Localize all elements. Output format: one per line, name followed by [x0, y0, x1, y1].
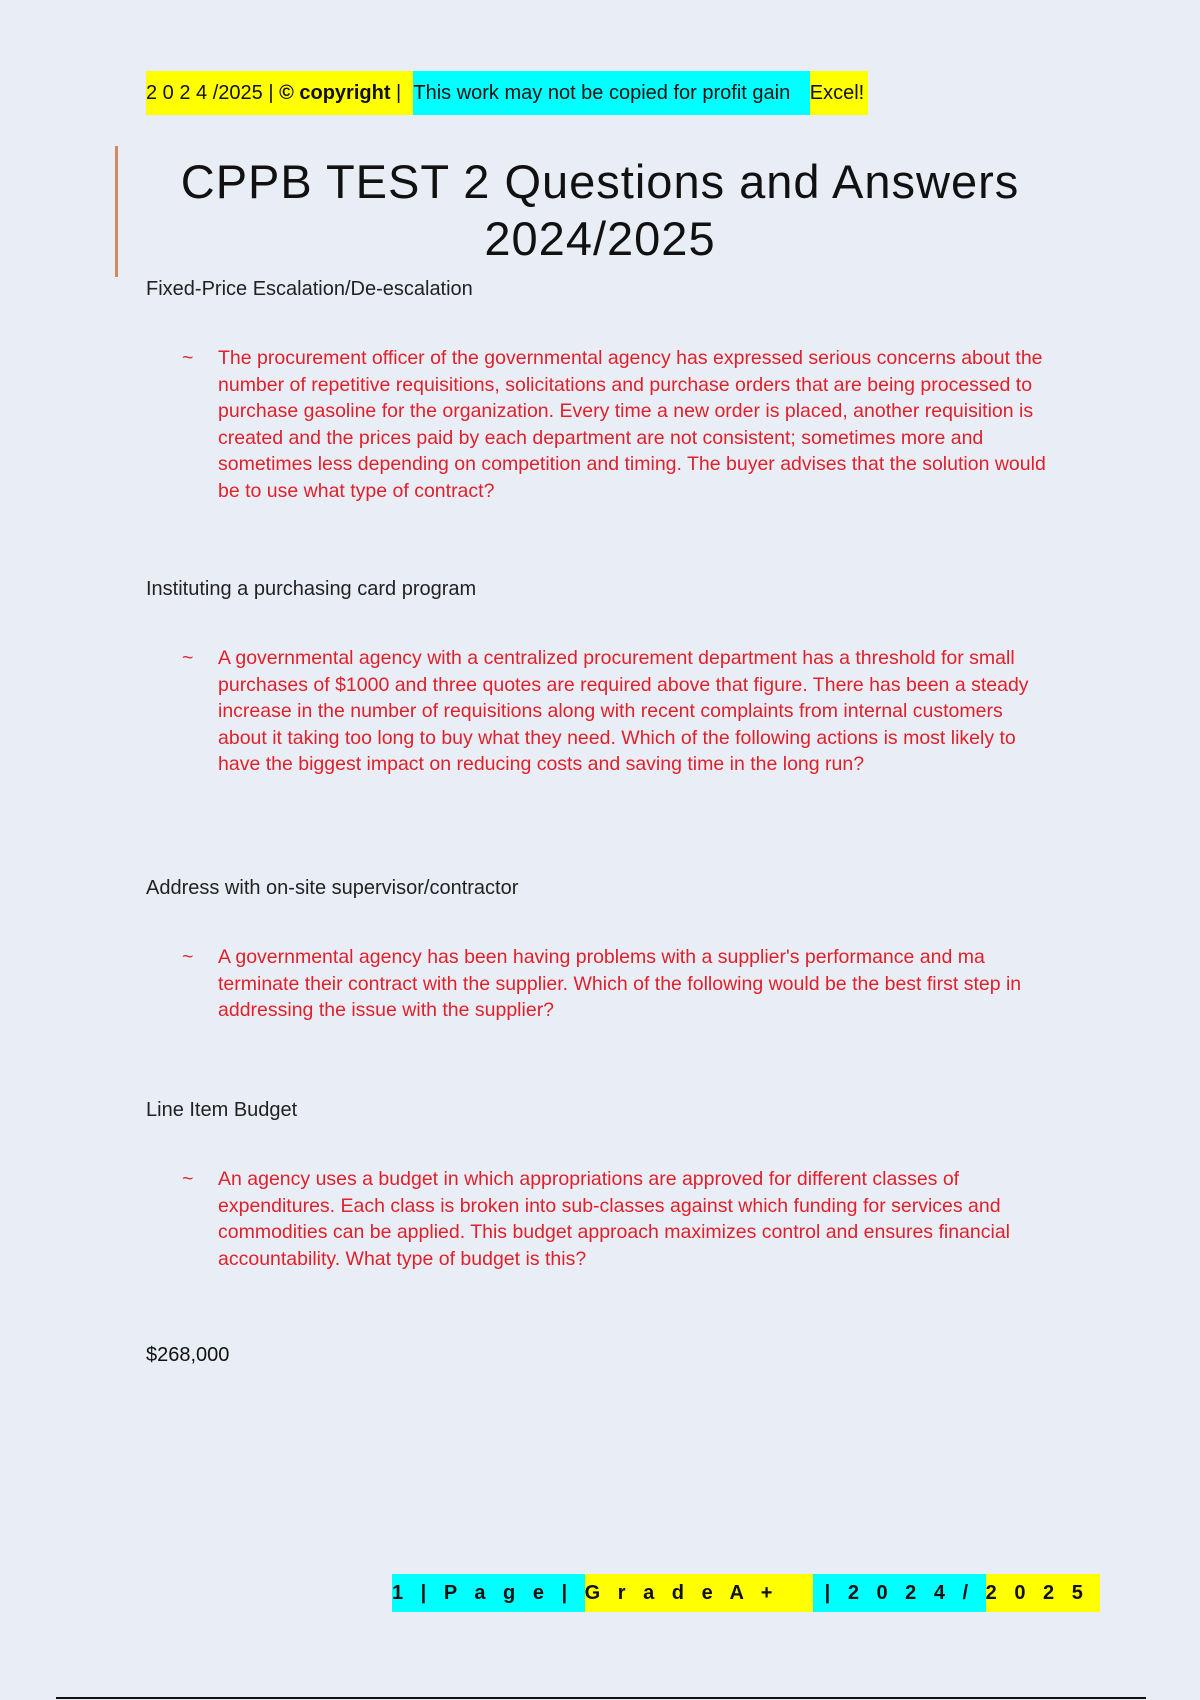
footer-year-part1: | 2 0 2 4 / [813, 1574, 986, 1612]
bottom-rule [56, 1697, 1146, 1699]
title-line-2: 2024/2025 [484, 212, 716, 265]
qa-entry [146, 1099, 1076, 1272]
question-text: A governmental agency with a centralized procurement department has a threshold for small purchases of $1000 and three quotes are required above that figure. There has been a steady increase in the number of requisitions along with recent complaints from internal customers about it taking too long to buy what they need. Which of the following actions is most likely to have the biggest impact on reducing costs and saving time in the long run? [218, 647, 1029, 775]
question-text: A governmental agency has been having problems with a supplier's performance and ma terminate their contract with the supplier. Which of the following would be the best first step in addressing the issue with the supplier? [218, 946, 1022, 1021]
footer-grade: G r a d e A + [585, 1574, 813, 1612]
qa-entry [146, 578, 1076, 778]
header-separator: | [390, 81, 413, 104]
answer-text: Line Item Budget [146, 1099, 298, 1121]
answer-text: Address with on-site supervisor/contractor [146, 877, 519, 899]
qa-entry [146, 278, 1076, 504]
tilde-bullet: ~ [182, 647, 194, 669]
header-banner [146, 71, 868, 115]
footer-year-part2: 2 0 2 5 [986, 1574, 1101, 1612]
header-copyright-segment [146, 71, 413, 115]
footer-banner [392, 1574, 1100, 1612]
qa-entry [146, 877, 1076, 1024]
question-block [146, 1166, 1076, 1272]
header-notice: This work may not be copied for profit gain [413, 71, 809, 115]
answer-text: Instituting a purchasing card program [146, 578, 477, 600]
header-excel: Excel! [810, 71, 868, 115]
tilde-bullet: ~ [182, 946, 194, 968]
header-year: 2 0 2 4 /2025 | [146, 81, 280, 104]
question-block [146, 645, 1076, 778]
question-block [146, 345, 1076, 504]
answer-text: Fixed-Price Escalation/De-escalation [146, 278, 473, 300]
question-text: The procurement officer of the governmental agency has expressed serious concerns about the number of repetitive requisitions, solicitations and purchase orders that are being processed to purchase gasoline for the organization. Every time a new order is placed, another requisition is created and the prices paid by each department are not consistent; sometimes more and sometimes less depending on competition and timing. The buyer advises that the solution would be to use what type of contract? [218, 347, 1046, 502]
standalone-answer: $268,000 [146, 1344, 230, 1366]
question-text: An agency uses a budget in which appropriations are approved for different classes of expenditures. Each class is broken into sub-classes against which funding for services and commodities can be applied. This budget approach maximizes control and ensures financial accountability. What type of budget is this? [218, 1168, 1010, 1270]
question-block [146, 944, 1076, 1024]
tilde-bullet: ~ [182, 347, 194, 369]
title-line-1: CPPB TEST 2 Questions and Answers [180, 155, 1020, 208]
document-title [150, 153, 1050, 267]
header-copyright: © copyright [279, 81, 391, 104]
tilde-bullet: ~ [182, 1168, 194, 1190]
title-accent-rule [115, 146, 118, 277]
footer-page: 1 | P a g e | [392, 1574, 585, 1612]
